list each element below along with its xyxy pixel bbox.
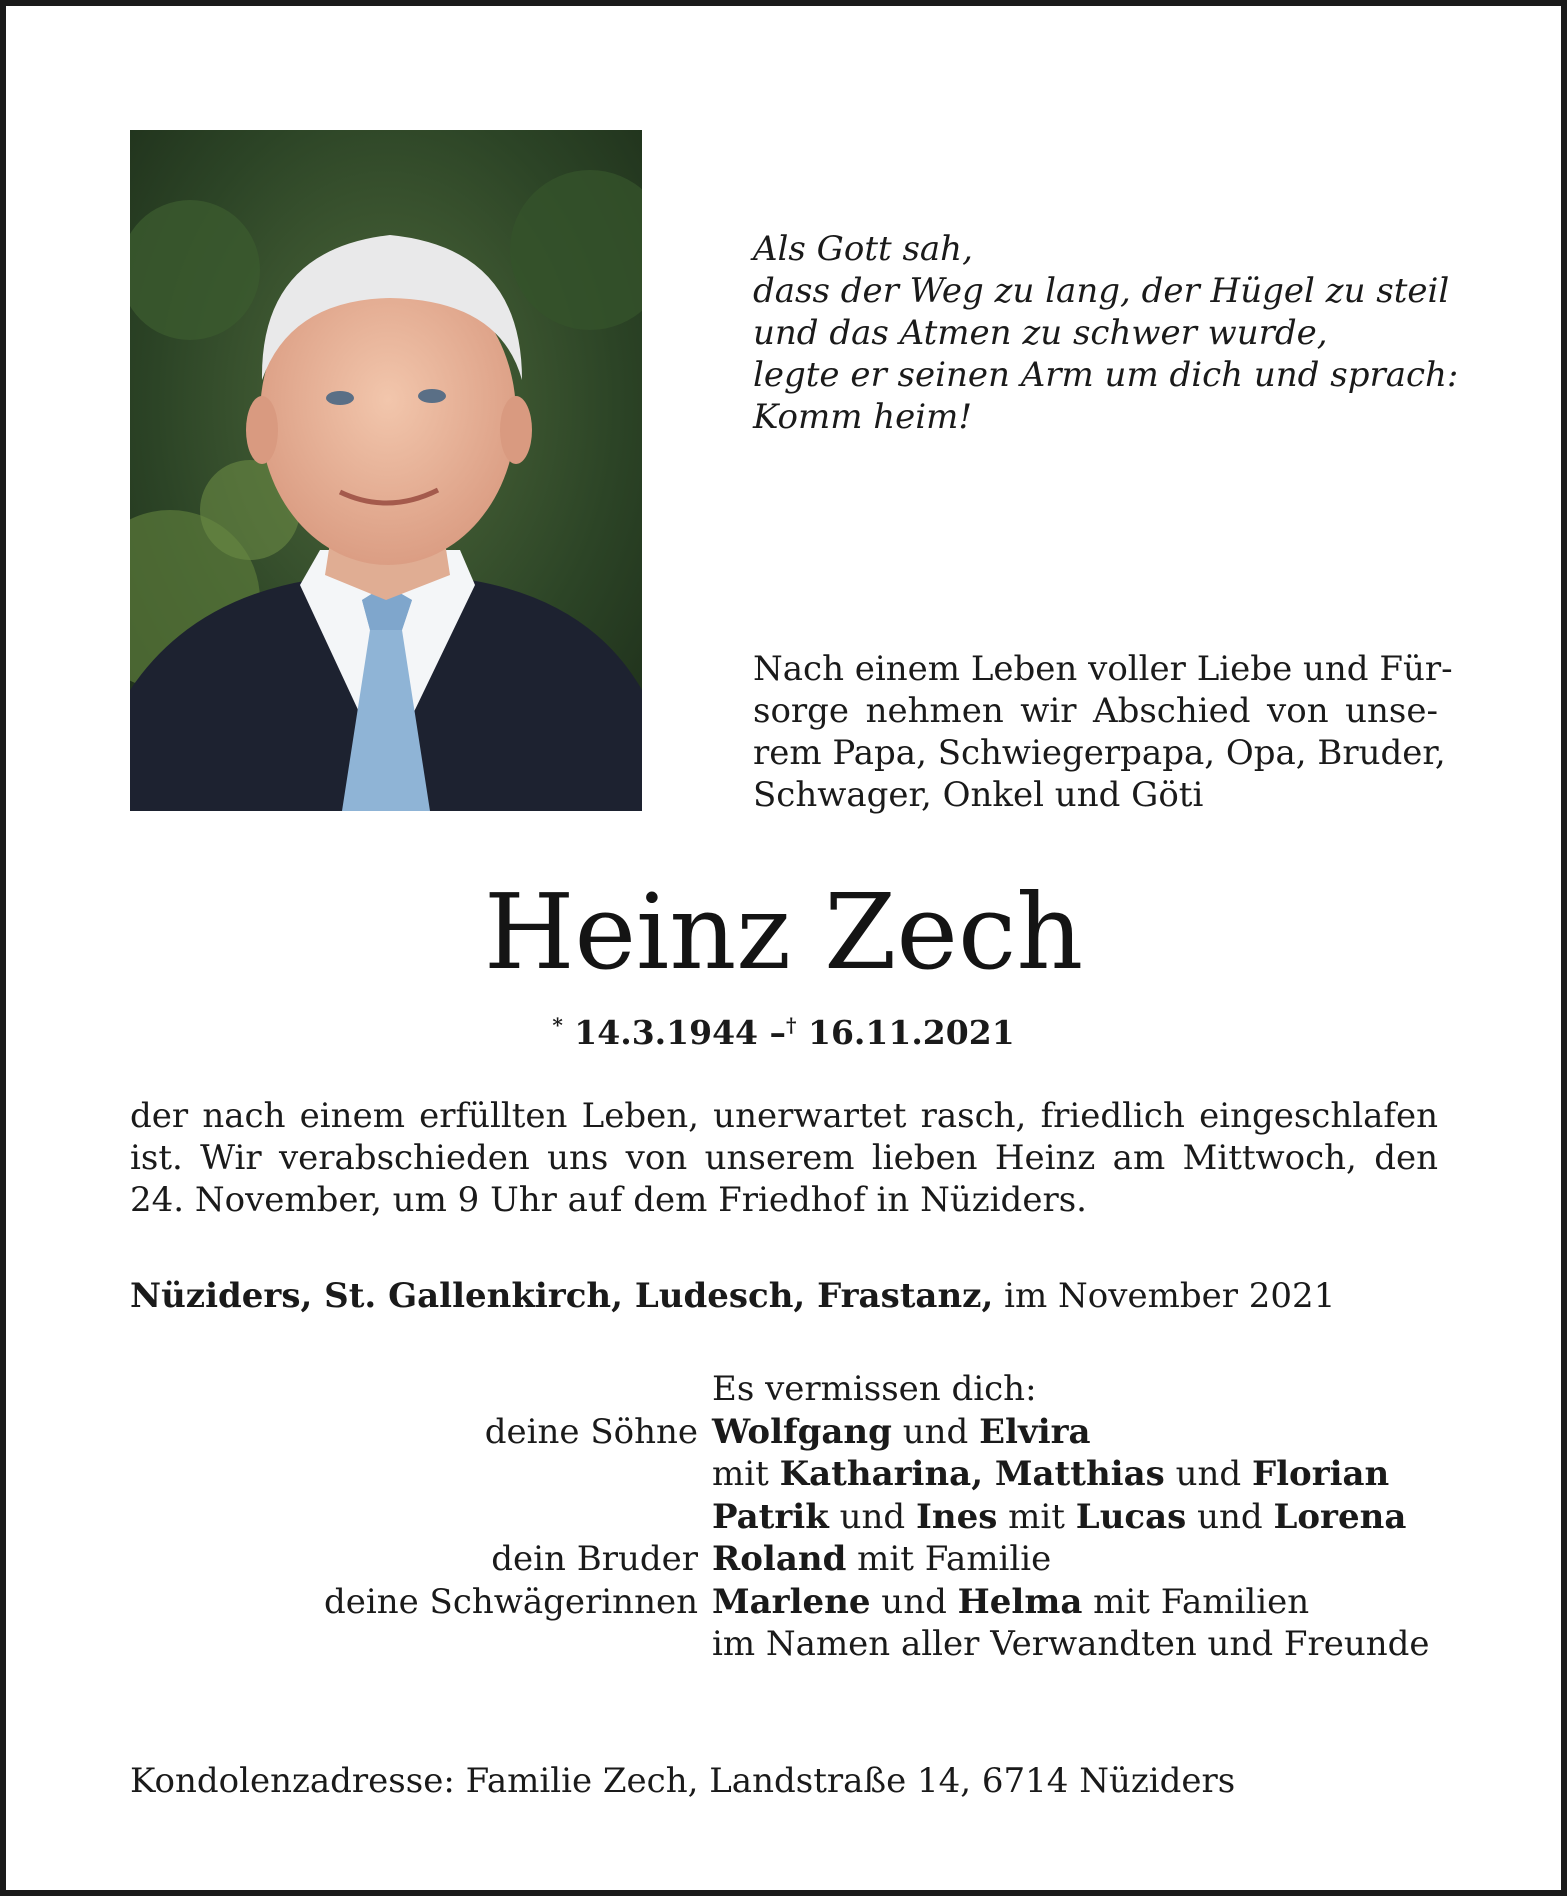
mourners-row: deine Söhne Wolfgang und Elvira (130, 1411, 1450, 1454)
mourners-row: dein Bruder Roland mit Familie (130, 1538, 1450, 1581)
mourner-name: Helma (957, 1581, 1083, 1622)
places-towns: Nüziders, St. Gallenkirch, Ludesch, Frastanz, (130, 1276, 994, 1316)
death-date: 16.11.2021 (807, 1013, 1015, 1052)
mourners-row: deine Schwägerinnen Marlene und Helma mit Familien (130, 1581, 1450, 1624)
body-line: 24. November, um 9 Uhr auf dem Friedhof in Nüziders. (130, 1180, 1087, 1220)
mourner-name: Ines (915, 1496, 998, 1537)
poem-line: Komm heim! (753, 397, 973, 437)
relation-label: deine Söhne (484, 1411, 698, 1452)
body-line: der nach einem erfüllten Leben, unerwartet rasch, friedlich eingeschlafen (130, 1096, 1438, 1136)
poem (753, 228, 1459, 438)
mourner-name: Florian (1251, 1454, 1390, 1494)
relation-label: deine Schwägerinnen (323, 1581, 698, 1622)
poem-line: dass der Weg zu lang, der Hügel zu steil (753, 271, 1450, 311)
mourners-row: mit Katharina, Matthias und Florian (712, 1454, 1390, 1494)
mourner-name: Patrik (712, 1496, 829, 1537)
death-symbol: † (786, 1013, 797, 1037)
mourner-name: Roland (712, 1539, 847, 1579)
intro-line: Schwager, Onkel und Göti (753, 775, 1204, 815)
mourner-name: Lorena (1273, 1496, 1407, 1537)
funeral-announcement (130, 1095, 1438, 1221)
birth-date: 14.3.1944 (574, 1013, 759, 1052)
mourner-name: Katharina, Matthias (779, 1454, 1165, 1494)
places-date: im November 2021 (993, 1276, 1336, 1316)
deceased-name: Heinz Zech (483, 871, 1084, 993)
mourner-name: Elvira (979, 1411, 1091, 1452)
portrait-icon (130, 130, 642, 811)
places-line (130, 1275, 1450, 1317)
poem-line: Als Gott sah, (753, 229, 973, 269)
intro-line: sorge nehmen wir Abschied von unse- (753, 691, 1438, 731)
mourner-name: Wolfgang (712, 1411, 892, 1452)
relation-label: dein Bruder (491, 1539, 698, 1579)
mourners-closing: im Namen aller Verwandten und Freunde (712, 1624, 1430, 1664)
life-dates (0, 1003, 1567, 1055)
mourner-name: Marlene (712, 1581, 871, 1622)
body-line: ist. Wir verabschieden uns von unserem lieben Heinz am Mittwoch, den (130, 1138, 1438, 1178)
intro-line: rem Papa, Schwiegerpapa, Opa, Bruder, (753, 733, 1446, 773)
mourners-row: Patrik und Ines mit Lucas und Lorena (712, 1496, 1407, 1537)
mourners-heading: Es vermissen dich: (712, 1369, 1037, 1409)
poem-line: legte er seinen Arm um dich und sprach: (753, 355, 1459, 395)
mourner-name: Lucas (1075, 1496, 1187, 1537)
mourners-list (130, 1368, 1450, 1666)
portrait-photo (130, 130, 642, 811)
intro-paragraph (753, 648, 1453, 816)
poem-line: und das Atmen zu schwer wurde, (753, 313, 1328, 353)
date-dash: – (769, 1013, 787, 1052)
birth-symbol: * (552, 1013, 563, 1037)
condolence-address: Kondolenzadresse: Familie Zech, Landstraße 14, 6714 Nüziders (130, 1761, 1236, 1801)
mourners-row (130, 1623, 1450, 1666)
mourners-heading-row (130, 1368, 1450, 1411)
intro-line: Nach einem Leben voller Liebe und Für- (753, 649, 1453, 689)
